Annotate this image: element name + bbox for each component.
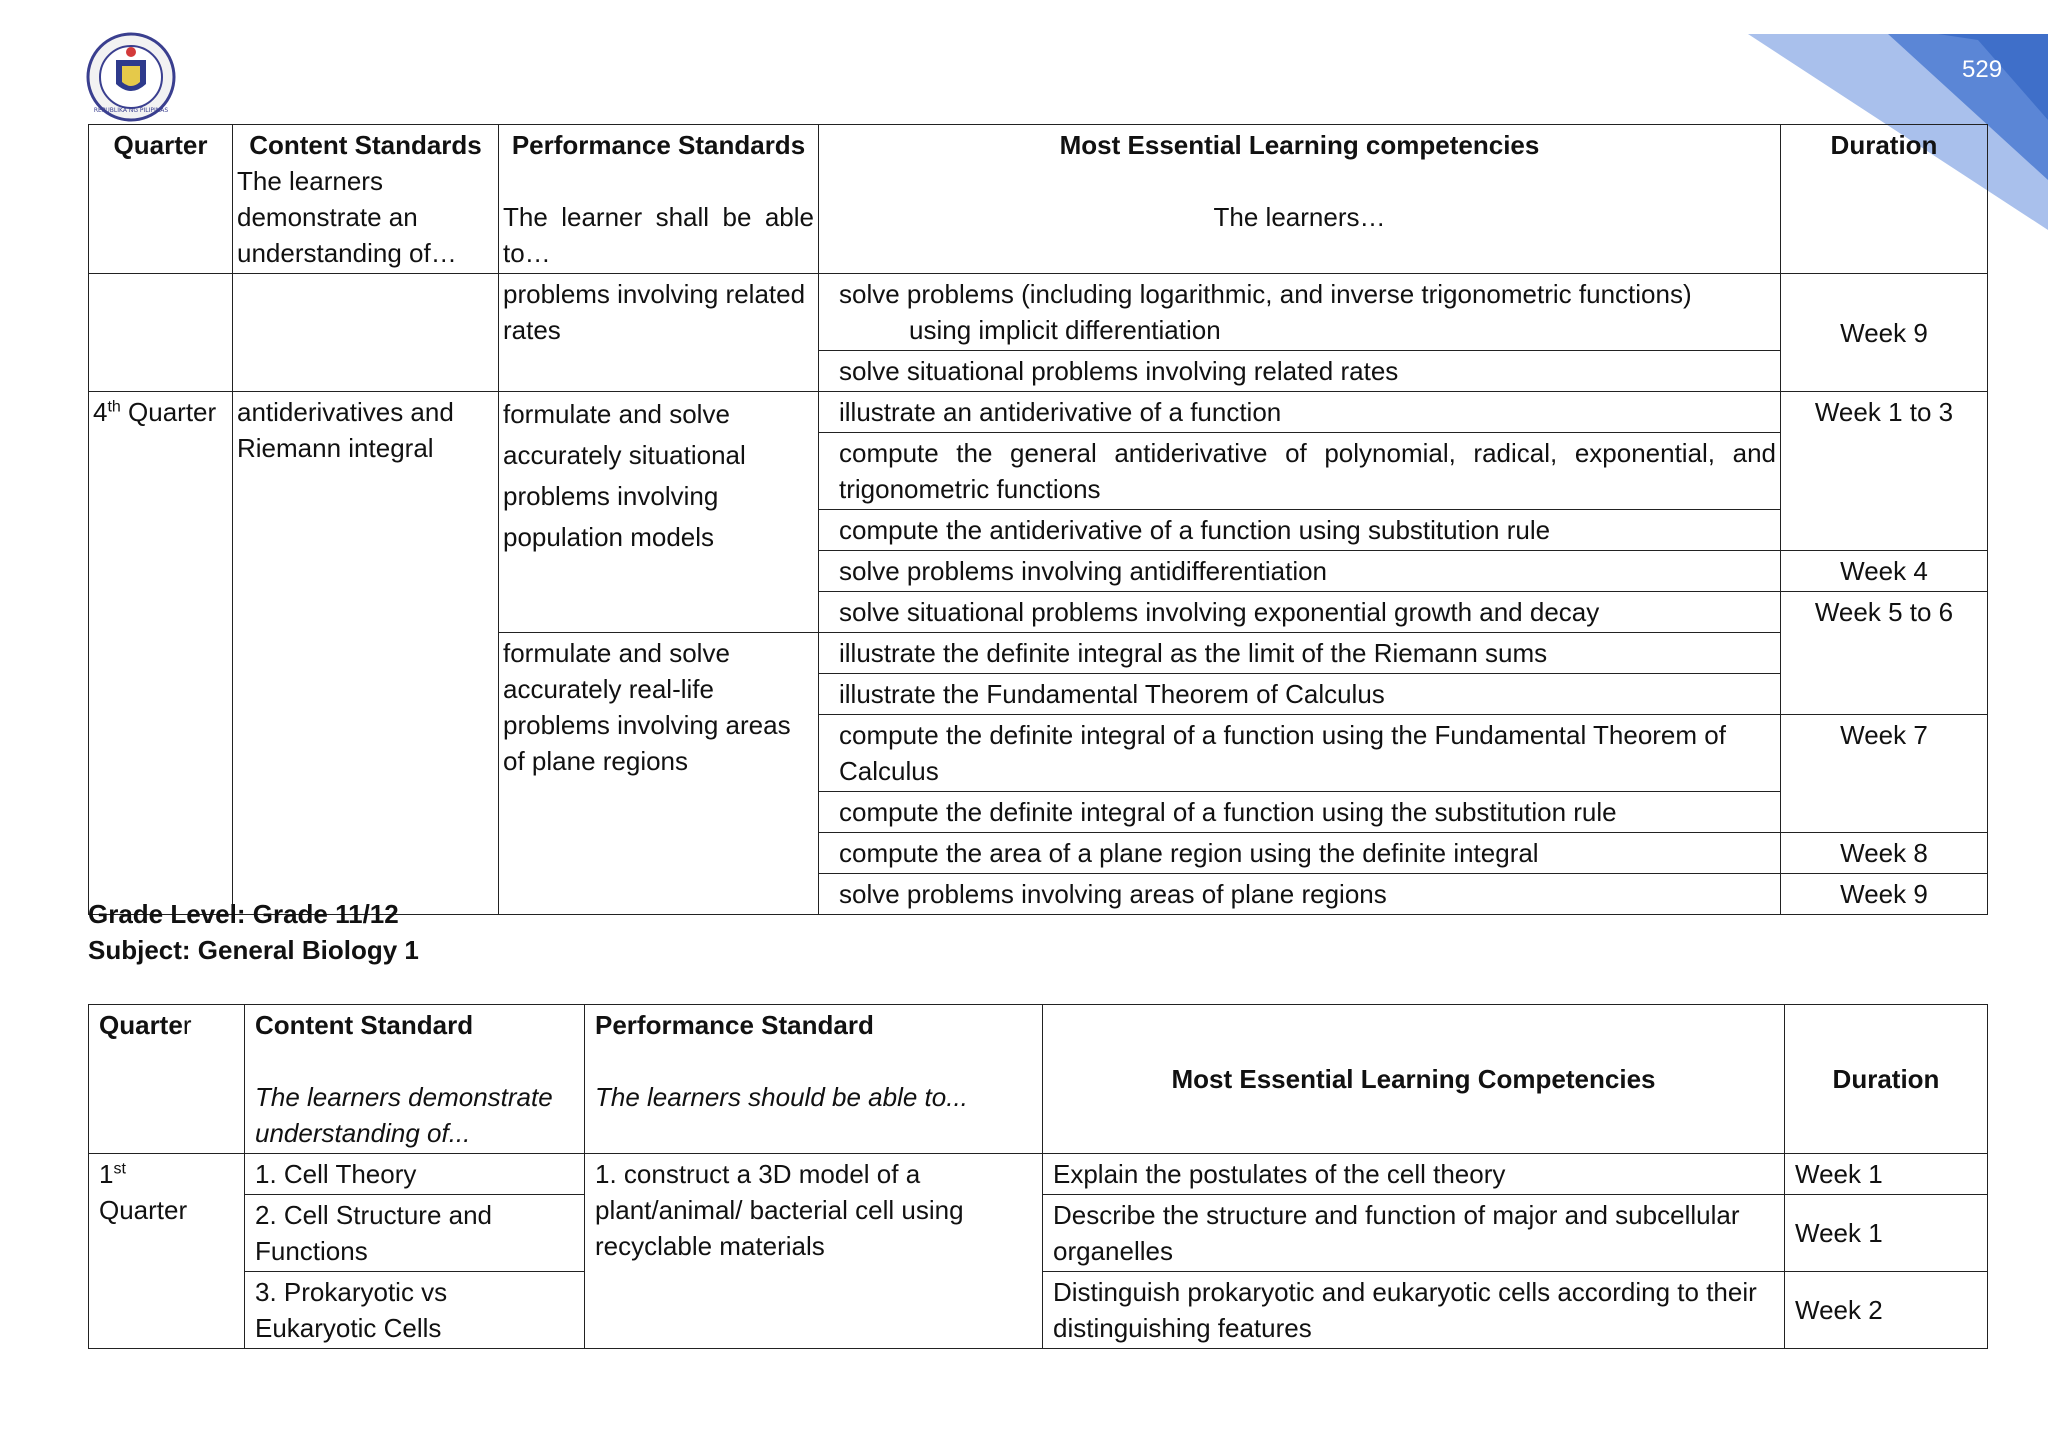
competency-cell: solve problems involving areas of plane regions [819, 874, 1781, 915]
page-number: 529 [1962, 56, 2003, 83]
table-row [89, 1154, 1988, 1195]
duration-cell: Week 7 [1781, 715, 1988, 833]
table-header-row [89, 125, 1988, 274]
duration-cell: Week 1 [1785, 1195, 1988, 1272]
competency-cell: solve situational problems involving related rates [819, 351, 1781, 392]
duration-cell: Week 5 to 6 [1781, 592, 1988, 715]
table-row [89, 274, 1988, 351]
competency-cell: solve problems (including logarithmic, and inverse trigonometric functions) using implicit differentiation [819, 274, 1781, 351]
content-standard-cell: 2. Cell Structure and Functions [245, 1195, 585, 1272]
competency-cell: compute the definite integral of a function using the substitution rule [819, 792, 1781, 833]
biology-melc-table [88, 1004, 1988, 1349]
performance-cell: 1. construct a 3D model of a plant/animal/ bacterial cell using recyclable materials [585, 1154, 1043, 1349]
table-row [89, 392, 1988, 433]
quarter-cell: 1st Quarter [89, 1154, 245, 1349]
competency-cell: solve problems involving antidifferentiation [819, 551, 1781, 592]
header-melc: Most Essential Learning Competencies [1043, 1005, 1785, 1154]
duration-cell: Week 2 [1785, 1272, 1988, 1349]
competency-cell: compute the antiderivative of a function using substitution rule [819, 510, 1781, 551]
duration-cell: Week 1 to 3 [1781, 392, 1988, 551]
header-performance-standards: Performance Standards The learner shall be able to… [499, 125, 819, 274]
header-performance-standard: Performance Standard The learners should be able to... [585, 1005, 1043, 1154]
header-duration: Duration [1781, 125, 1988, 274]
duration-cell: Week 4 [1781, 551, 1988, 592]
duration-cell: Week 8 [1781, 833, 1988, 874]
competency-cell: compute the general antiderivative of polynomial, radical, exponential, and trigonometric functions [819, 433, 1781, 510]
header-quarter: Quarter [89, 1005, 245, 1154]
competency-cell: solve situational problems involving exponential growth and decay [819, 592, 1781, 633]
header-quarter: Quarter [89, 125, 233, 274]
competency-cell: compute the definite integral of a function using the Fundamental Theorem of Calculus [819, 715, 1781, 792]
content-standard-cell: 3. Prokaryotic vs Eukaryotic Cells [245, 1272, 585, 1349]
table-header-row [89, 1005, 1988, 1154]
competency-cell: Describe the structure and function of major and subcellular organelles [1043, 1195, 1785, 1272]
header-melc: Most Essential Learning competencies The learners… [819, 125, 1781, 274]
competency-cell: illustrate the definite integral as the limit of the Riemann sums [819, 633, 1781, 674]
competency-cell: compute the area of a plane region using the definite integral [819, 833, 1781, 874]
performance-cell: problems involving related rates [499, 274, 819, 392]
grade-level-heading: Grade Level: Grade 11/12 [88, 899, 399, 929]
deped-seal-logo [86, 32, 176, 122]
duration-cell: Week 9 [1781, 274, 1988, 392]
header-duration: Duration [1785, 1005, 1988, 1154]
calculus-melc-table [88, 124, 1988, 915]
competency-cell: Explain the postulates of the cell theory [1043, 1154, 1785, 1195]
competency-cell: Distinguish prokaryotic and eukaryotic cells according to their distinguishing features [1043, 1272, 1785, 1349]
svg-text:REPUBLIKA NG PILIPINAS: REPUBLIKA NG PILIPINAS [93, 107, 169, 114]
header-content-standards: Content Standards The learners demonstrate an understanding of… [233, 125, 499, 274]
competency-cell: illustrate the Fundamental Theorem of Calculus [819, 674, 1781, 715]
content-standard-cell: 1. Cell Theory [245, 1154, 585, 1195]
quarter-cell: 4th Quarter [89, 392, 233, 915]
competency-cell: illustrate an antiderivative of a function [819, 392, 1781, 433]
header-content-standard: Content Standard The learners demonstrate understanding of... [245, 1005, 585, 1154]
content-standard-cell: antiderivatives and Riemann integral [233, 392, 499, 915]
duration-cell: Week 9 [1781, 874, 1988, 915]
performance-cell: formulate and solve accurately real-life problems involving areas of plane regions [499, 633, 819, 915]
duration-cell: Week 1 [1785, 1154, 1988, 1195]
subject-heading: Subject: General Biology 1 [88, 935, 419, 965]
performance-cell: formulate and solve accurately situational problems involving population models [499, 392, 819, 633]
